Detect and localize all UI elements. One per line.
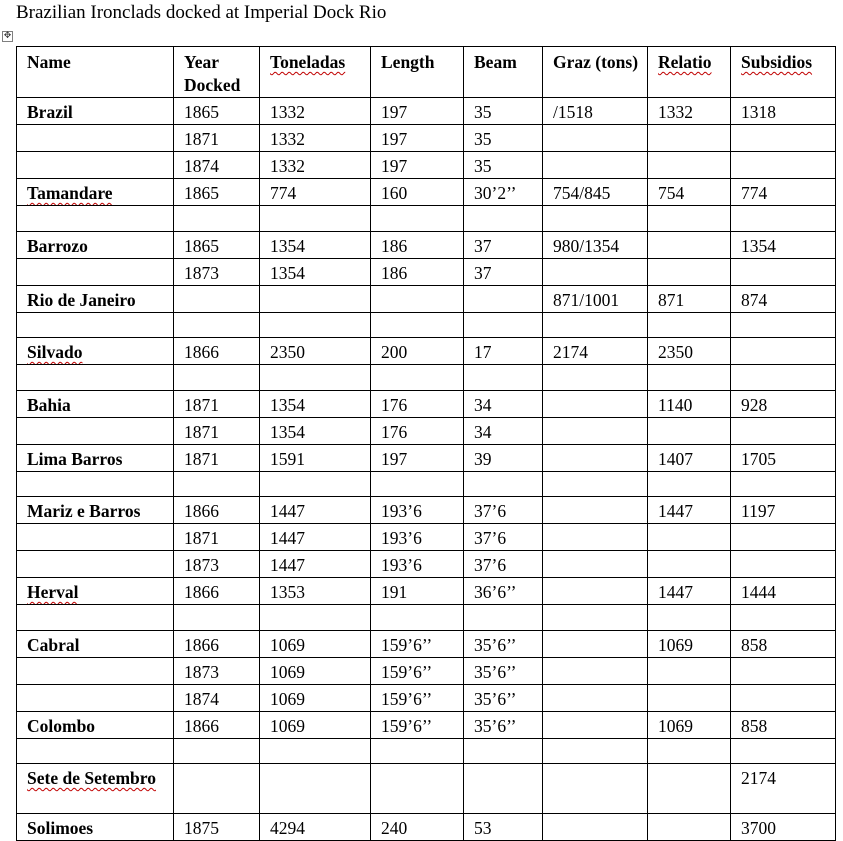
table-row [17,258,836,285]
table-cell [648,152,731,179]
table-cell [543,125,648,152]
table-cell [731,524,836,551]
table-cell: 1197 [731,497,836,524]
table-cell: 240 [371,814,464,841]
table-cell: 1866 [174,497,260,524]
table-cell: 1866 [174,338,260,365]
table-cell: 1873 [174,657,260,684]
table-cell: 1444 [731,578,836,605]
ship-name-cell [17,125,174,152]
table-cell [464,738,543,764]
table-cell [174,206,260,232]
table-cell: 1875 [174,814,260,841]
table-cell [648,738,731,764]
table-cell [648,417,731,444]
column-header-label: Relatio [658,52,712,72]
ship-name-cell [17,738,174,764]
table-cell [731,338,836,365]
table-row [17,684,836,711]
ship-name: Cabral [27,634,80,655]
table-cell: 874 [731,285,836,312]
ship-name: Sete de Setembro [27,768,156,788]
table-cell: 1069 [648,630,731,657]
table-cell [731,312,836,338]
table-cell: 1354 [260,390,371,417]
column-header-label: Length [381,52,435,72]
table-cell: 1865 [174,231,260,258]
table-cell: 774 [731,179,836,206]
ship-name-cell [17,285,174,312]
table-cell [464,471,543,497]
table-cell: 37’6 [464,551,543,578]
table-cell: 1140 [648,390,731,417]
table-cell: 4294 [260,814,371,841]
table-cell: 197 [371,152,464,179]
table-row [17,657,836,684]
table-cell [543,365,648,391]
table-cell: 30’2’’ [464,179,543,206]
table-cell: 186 [371,258,464,285]
table-cell [371,312,464,338]
column-header [464,47,543,98]
table-cell [543,684,648,711]
table-row [17,578,836,605]
table-cell: 2174 [543,338,648,365]
ship-name-cell [17,814,174,841]
table-cell: 1332 [260,98,371,125]
table-cell [543,605,648,631]
ship-name: Mariz e Barros [27,501,141,521]
table-cell: 1069 [260,684,371,711]
table-cell: 754/845 [543,179,648,206]
table-cell [464,312,543,338]
table-cell [731,125,836,152]
table-cell [174,285,260,312]
table-cell [648,524,731,551]
table-row [17,285,836,312]
ship-name-cell [17,417,174,444]
table-cell [174,365,260,391]
table-cell: 37 [464,258,543,285]
ship-name-cell [17,764,174,814]
table-cell [371,738,464,764]
column-header [543,47,648,98]
table-cell: 1705 [731,444,836,471]
table-cell [371,764,464,814]
table-cell: 1871 [174,444,260,471]
table-cell [648,814,731,841]
ship-name: Lima Barros [27,448,123,469]
table-cell [371,206,464,232]
table-cell: 193’6 [371,524,464,551]
ship-name-cell [17,684,174,711]
table-cell [731,206,836,232]
table-cell: 34 [464,390,543,417]
table-cell: 17 [464,338,543,365]
table-cell: 2174 [731,764,836,814]
ship-name: Tamandare [27,183,113,203]
ship-name-cell [17,711,174,738]
table-cell: 2350 [260,338,371,365]
table-cell: 193’6 [371,551,464,578]
table-cell: 159’6’’ [371,657,464,684]
table-cell [648,764,731,814]
table-cell [543,711,648,738]
table-cell: 1332 [648,98,731,125]
ship-name-cell [17,365,174,391]
table-cell [260,471,371,497]
table-row [17,125,836,152]
table-cell [543,444,648,471]
table-cell: 1447 [260,497,371,524]
table-cell [543,814,648,841]
table-cell: 35 [464,125,543,152]
table-cell: 1447 [260,524,371,551]
ship-name: Rio de Janeiro [27,289,136,310]
table-cell: 191 [371,578,464,605]
table-cell: 36’6’’ [464,578,543,605]
table-row [17,312,836,338]
ship-name: Herval [27,582,79,602]
table-row [17,206,836,232]
table-cell [464,285,543,312]
table-cell [543,312,648,338]
table-cell [648,684,731,711]
column-header [17,47,174,98]
table-cell: 1354 [731,231,836,258]
table-cell: 774 [260,179,371,206]
table-cell [648,471,731,497]
table-cell: 1447 [648,578,731,605]
table-cell: 186 [371,231,464,258]
table-cell [731,738,836,764]
table-cell [464,764,543,814]
ironclads-table [16,46,836,841]
table-cell: 2350 [648,338,731,365]
column-header-label: Subsidios [741,52,813,72]
ship-name: Solimoes [27,818,94,838]
table-row [17,764,836,814]
column-header [260,47,371,98]
table-cell: 871/1001 [543,285,648,312]
table-cell: 1332 [260,125,371,152]
table-cell [543,417,648,444]
ship-name-cell [17,578,174,605]
table-row [17,365,836,391]
table-cell: 1069 [648,711,731,738]
table-cell [371,471,464,497]
table-cell: 176 [371,390,464,417]
table-cell [543,551,648,578]
table-row [17,338,836,365]
column-header-label: Beam [474,52,517,72]
table-cell: 1865 [174,98,260,125]
table-row [17,390,836,417]
ship-name-cell [17,630,174,657]
ship-name-cell [17,152,174,179]
table-cell [543,258,648,285]
table-cell: 39 [464,444,543,471]
table-cell: 35’6’’ [464,684,543,711]
table-cell: 871 [648,285,731,312]
table-cell [174,471,260,497]
table-cell: 1069 [260,657,371,684]
table-cell: 1866 [174,630,260,657]
table-cell [371,285,464,312]
table-cell [371,365,464,391]
table-cell [731,365,836,391]
table-cell [731,551,836,578]
table-cell [731,417,836,444]
table-cell [371,605,464,631]
ship-name-cell [17,179,174,206]
move-arrows-icon[interactable]: ✥ [3,31,12,41]
ship-name-cell [17,551,174,578]
column-header [731,47,836,98]
table-row [17,231,836,258]
table-cell: 176 [371,417,464,444]
table-row [17,738,836,764]
table-cell [731,152,836,179]
table-row [17,711,836,738]
table-row [17,471,836,497]
table-cell: 200 [371,338,464,365]
ship-name-cell [17,444,174,471]
table-cell: 980/1354 [543,231,648,258]
table-cell: 35 [464,152,543,179]
table-cell [543,497,648,524]
table-cell: 35’6’’ [464,711,543,738]
table-body [17,98,836,841]
table-cell: 159’6’’ [371,711,464,738]
table-cell: 1873 [174,258,260,285]
table-cell: 1871 [174,417,260,444]
table-cell: 1866 [174,578,260,605]
table-cell [648,657,731,684]
ship-name: Brazil [27,102,73,122]
table-cell [648,258,731,285]
table-row [17,417,836,444]
table-cell: 1865 [174,179,260,206]
table-cell: 35’6’’ [464,657,543,684]
column-header-label: Graz (tons) [553,52,639,72]
table-row [17,152,836,179]
table-cell [731,657,836,684]
table-cell: 37’6 [464,497,543,524]
table-cell [731,471,836,497]
table-cell: 1332 [260,152,371,179]
table-cell: 193’6 [371,497,464,524]
table-cell [543,738,648,764]
table-cell [648,125,731,152]
table-cell: /1518 [543,98,648,125]
table-cell: 37 [464,231,543,258]
table-cell [174,605,260,631]
table-cell [260,764,371,814]
table-cell: 858 [731,711,836,738]
table-cell [731,258,836,285]
table-cell: 159’6’’ [371,630,464,657]
table-cell: 754 [648,179,731,206]
table-row [17,814,836,841]
table-cell [543,152,648,179]
table-cell [464,605,543,631]
table-cell [174,764,260,814]
table-cell: 197 [371,444,464,471]
table-cell [648,365,731,391]
table-row [17,98,836,125]
header-row [17,47,836,98]
table-cell: 1871 [174,524,260,551]
table-cell [260,312,371,338]
table-cell [174,312,260,338]
table-cell: 37’6 [464,524,543,551]
ship-name-cell [17,258,174,285]
ship-name: Barrozo [27,235,88,256]
table-cell: 3700 [731,814,836,841]
table-cell [648,231,731,258]
table-row [17,630,836,657]
ship-name-cell [17,312,174,338]
table-cell: 1871 [174,125,260,152]
column-header-label: Name [27,52,71,72]
table-cell [260,738,371,764]
table-cell [648,605,731,631]
table-cell: 1318 [731,98,836,125]
table-cell: 35 [464,98,543,125]
ship-name-cell [17,338,174,365]
table-cell: 1871 [174,390,260,417]
table-cell: 1874 [174,152,260,179]
ship-name-cell [17,471,174,497]
table-cell: 1447 [260,551,371,578]
ship-name-cell [17,605,174,631]
table-cell [543,471,648,497]
column-header-label: Toneladas [270,52,346,72]
table-cell [543,206,648,232]
table-cell [648,551,731,578]
ship-name: Bahia [27,394,71,415]
column-header-label: Year Docked [184,52,241,95]
table-row [17,551,836,578]
table-cell [731,605,836,631]
table-cell: 159’6’’ [371,684,464,711]
table-cell: 858 [731,630,836,657]
table-cell: 1874 [174,684,260,711]
table-cell: 1354 [260,258,371,285]
table-cell [731,684,836,711]
table-cell [543,657,648,684]
table-cell [174,738,260,764]
table-cell: 1873 [174,551,260,578]
table-cell: 1069 [260,711,371,738]
table-cell [543,524,648,551]
table-cell [260,206,371,232]
table-cell: 197 [371,98,464,125]
table-cell: 1353 [260,578,371,605]
table-cell: 160 [371,179,464,206]
table-cell [543,764,648,814]
table-cell [260,605,371,631]
ship-name-cell [17,497,174,524]
ship-name-cell [17,390,174,417]
table-cell: 1407 [648,444,731,471]
ship-name-cell [17,231,174,258]
table-cell: 34 [464,417,543,444]
table-cell: 1591 [260,444,371,471]
table-row [17,497,836,524]
ship-name-cell [17,524,174,551]
table-cell [543,578,648,605]
column-header [371,47,464,98]
table-cell [260,365,371,391]
table-cell: 197 [371,125,464,152]
table-cell [464,206,543,232]
document-title: Brazilian Ironclads docked at Imperial Dock Rio [16,2,387,23]
table-cell [543,630,648,657]
table-cell: 1447 [648,497,731,524]
ship-name: Colombo [27,715,96,736]
table-cell: 53 [464,814,543,841]
table-row [17,524,836,551]
table-row [17,605,836,631]
ship-name-cell [17,657,174,684]
ship-name-cell [17,98,174,125]
column-header [648,47,731,98]
table-cell [543,390,648,417]
ship-name-cell [17,206,174,232]
table-cell: 1069 [260,630,371,657]
table-cell [464,365,543,391]
table-row [17,444,836,471]
table-cell: 1354 [260,417,371,444]
table-cell: 35’6’’ [464,630,543,657]
column-header [174,47,260,98]
table-cell: 928 [731,390,836,417]
table-cell [260,285,371,312]
table-cell: 1866 [174,711,260,738]
ship-name: Silvado [27,342,83,362]
table-cell: 1354 [260,231,371,258]
table-cell [648,312,731,338]
table-cell [648,206,731,232]
table-row [17,179,836,206]
